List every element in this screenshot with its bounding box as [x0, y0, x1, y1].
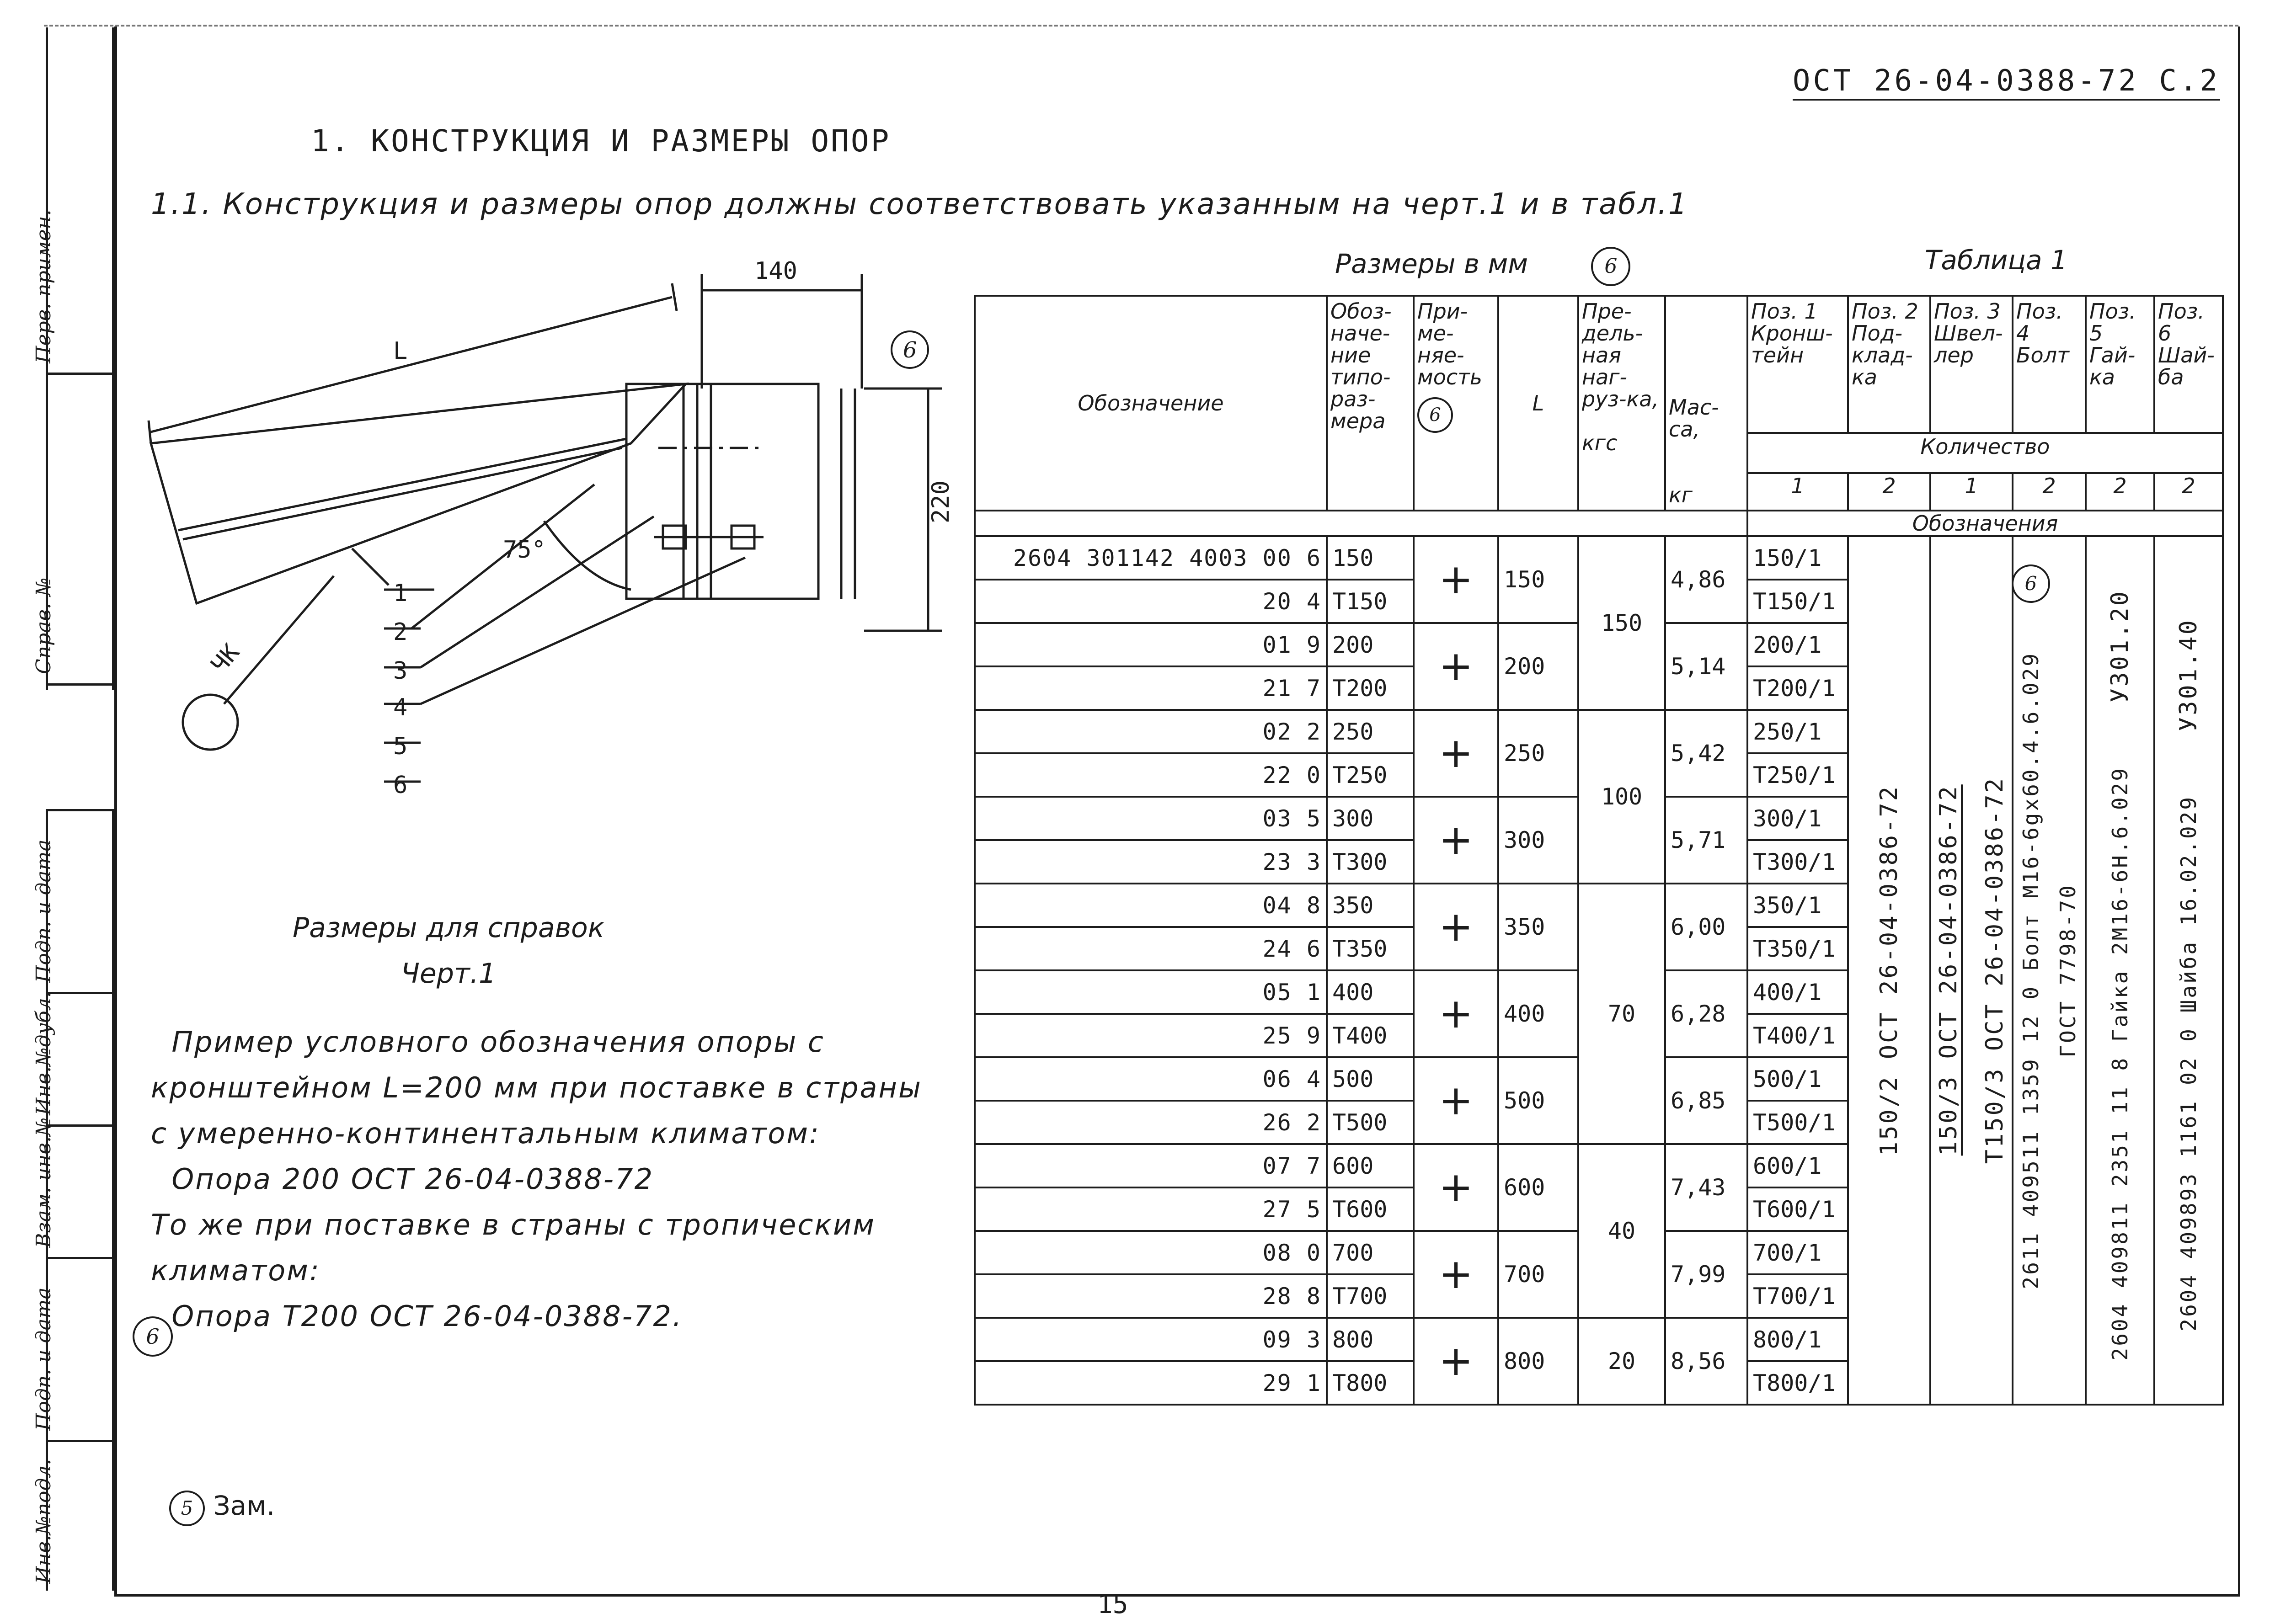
cell-pos5: [2086, 536, 2154, 1405]
revision-mark: 6: [1591, 247, 1630, 286]
side-cell: [32, 1117, 112, 1259]
pos3-text: 150/3 ОСТ 26-04-0386-72: [1934, 784, 1962, 1156]
cell-L: 800: [1498, 1318, 1578, 1405]
cell-applicability: +: [1414, 797, 1498, 884]
header-designations: Обозначения: [1747, 511, 2223, 536]
header-quantity: Количество: [1747, 433, 2223, 473]
cell-applicability: +: [1414, 970, 1498, 1057]
cell-designation: 07 7: [975, 1144, 1327, 1187]
weld-symbol: [183, 695, 238, 750]
table-title: Таблица 1: [1925, 245, 2067, 276]
callout-leader: [352, 548, 389, 585]
example-line: кронштейном L=200 мм при поставке в страны: [151, 1071, 922, 1104]
cell-pos2: [1848, 536, 1930, 1405]
cell-pos1: 250/1: [1747, 710, 1848, 753]
dim-label-top: 140: [754, 257, 797, 285]
table-header-row: [975, 296, 2223, 433]
cell-designation: 29 1: [975, 1361, 1327, 1405]
cell-pos1: 200/1: [1747, 623, 1848, 666]
callout-label: 2: [393, 618, 408, 646]
pos4-text: 2611 409511 1359 12 0 Болт М16-6gх60.4.6.029: [2018, 651, 2043, 1289]
cell-type-size: 200: [1327, 623, 1414, 666]
side-cell: [32, 27, 112, 375]
cell-applicability: +: [1414, 536, 1498, 623]
cell-mass: 7,99: [1665, 1231, 1747, 1318]
header-designation: Обозначение: [975, 296, 1327, 511]
example-line: с умеренно-континентальным климатом:: [151, 1117, 820, 1150]
cell-pos1: 350/1: [1747, 884, 1848, 927]
bracket-edge: [183, 448, 622, 539]
cell-designation: 25 9: [975, 1014, 1327, 1057]
side-cell: [32, 991, 112, 1127]
cell-pos1: Т400/1: [1747, 1014, 1848, 1057]
header-type-size: Обоз-наче-ние типо-раз-мера: [1327, 296, 1414, 511]
side-stamp-lower: [32, 809, 114, 1591]
example-line: Опора Т200 ОСТ 26-04-0388-72.: [151, 1299, 683, 1333]
cell-type-size: 600: [1327, 1144, 1414, 1187]
clause-text: 1.1. Конструкция и размеры опор должны соответствовать указанным на черт.1 и в табл.1: [151, 187, 1688, 221]
example-line: Опора 200 ОСТ 26-04-0388-72: [151, 1162, 654, 1196]
support-drawing: [137, 256, 1006, 814]
cell-type-size: 700: [1327, 1231, 1414, 1274]
cell-pos1: 700/1: [1747, 1231, 1848, 1274]
pos5-code: У301.20: [2106, 589, 2134, 703]
cell-designation: 26 2: [975, 1101, 1327, 1144]
side-label: Взам. инв.№: [32, 1117, 55, 1248]
cell-type-size: Т800: [1327, 1361, 1414, 1405]
cell-designation: 01 9: [975, 623, 1327, 666]
cell-mass: 5,42: [1665, 710, 1747, 797]
cell-type-size: 300: [1327, 797, 1414, 840]
header-L: L: [1498, 296, 1578, 511]
cell-type-size: Т300: [1327, 840, 1414, 884]
cell-applicability: +: [1414, 1144, 1498, 1231]
angle-label: 75°: [503, 536, 546, 564]
cell-designation: 05 1: [975, 970, 1327, 1014]
cell-mass: 4,86: [1665, 536, 1747, 623]
side-cell: [32, 1442, 112, 1593]
cell-pos1: Т150/1: [1747, 580, 1848, 623]
header-qty: 2: [2013, 473, 2086, 511]
cell-max-load: 100: [1578, 710, 1665, 884]
cell-max-load: 40: [1578, 1144, 1665, 1318]
callout-leader: [421, 558, 745, 704]
change-note-text: Зам.: [213, 1490, 275, 1521]
cell-designation: 20 4: [975, 580, 1327, 623]
weld-label: ЧК: [206, 639, 246, 679]
revision-mark: 6: [133, 1316, 173, 1357]
header-pos2: Поз. 2 Под-клад-ка: [1848, 296, 1930, 433]
header-pos3: Поз. 3 Швел-лер: [1930, 296, 2013, 433]
cell-pos1: 600/1: [1747, 1144, 1848, 1187]
cell-type-size: Т200: [1327, 666, 1414, 710]
cell-designation: 02 2: [975, 710, 1327, 753]
page-number: 15: [1097, 1590, 1128, 1619]
cell-designation: 04 8: [975, 884, 1327, 927]
dimension-ext: [149, 421, 151, 443]
cell-applicability: +: [1414, 1231, 1498, 1318]
cell-designation: 21 7: [975, 666, 1327, 710]
revision-mark: 5: [169, 1491, 205, 1526]
cell-L: 700: [1498, 1231, 1578, 1318]
pos6-code: У301.40: [2175, 618, 2202, 732]
cell-pos1: Т800/1: [1747, 1361, 1848, 1405]
callout-label: 1: [393, 580, 408, 607]
section-title: 1. КОНСТРУКЦИЯ И РАЗМЕРЫ ОПОР: [311, 123, 891, 159]
side-cell: [32, 1259, 112, 1442]
header-pos4: Поз. 4 Болт: [2013, 296, 2086, 433]
cell-type-size: Т150: [1327, 580, 1414, 623]
cell-pos1: 500/1: [1747, 1057, 1848, 1101]
side-label: Перв. примен.: [32, 209, 55, 363]
header-mass: Мас-са, кг: [1665, 296, 1747, 511]
side-stamp-upper: [32, 27, 114, 690]
cell-type-size: Т600: [1327, 1187, 1414, 1231]
cell-type-size: 150: [1327, 536, 1414, 580]
side-label: Инв.№подл.: [32, 1459, 55, 1584]
side-label: Подп. и дата: [32, 839, 55, 983]
header-max-load: Пре-дель-ная наг-руз-ка, кгс: [1578, 296, 1665, 511]
cell-L: 350: [1498, 884, 1578, 970]
cell-type-size: 350: [1327, 884, 1414, 927]
example-line: То же при поставке в страны с тропическим: [151, 1208, 876, 1241]
pos4-text: ГОСТ 7798-70: [2055, 883, 2080, 1058]
cell-mass: 7,43: [1665, 1144, 1747, 1231]
pos3-text: Т150/3 ОСТ 26-04-0386-72: [1981, 777, 2008, 1164]
cell-pos1: Т600/1: [1747, 1187, 1848, 1231]
cell-pos1: Т700/1: [1747, 1274, 1848, 1318]
cell-pos1: 150/1: [1747, 536, 1848, 580]
cell-designation: 28 8: [975, 1274, 1327, 1318]
cell-pos6: [2154, 536, 2223, 1405]
cell-pos1: 800/1: [1747, 1318, 1848, 1361]
cell-applicability: +: [1414, 623, 1498, 710]
revision-mark: 6: [1417, 397, 1453, 433]
cell-max-load: 70: [1578, 884, 1665, 1144]
document-code: ОСТ 26-04-0388-72 С.2: [1793, 64, 2220, 101]
header-qty: 1: [1930, 473, 2013, 511]
callout-label: 6: [393, 772, 408, 799]
side-label: Подп. и дата: [32, 1287, 55, 1431]
cell-applicability: +: [1414, 1318, 1498, 1405]
designation-example: [151, 1019, 974, 1339]
cell-pos1: Т500/1: [1747, 1101, 1848, 1144]
cell-designation: 23 3: [975, 840, 1327, 884]
table-body: [975, 536, 2223, 1405]
callout-label: 4: [393, 694, 408, 721]
cell-pos1: 400/1: [1747, 970, 1848, 1014]
cell-type-size: 800: [1327, 1318, 1414, 1361]
cell-type-size: 500: [1327, 1057, 1414, 1101]
cell-L: 500: [1498, 1057, 1578, 1144]
cell-max-load: 150: [1578, 536, 1665, 710]
bracket-body: [151, 384, 686, 603]
cell-mass: 6,85: [1665, 1057, 1747, 1144]
cell-applicability: +: [1414, 710, 1498, 797]
cell-applicability: +: [1414, 1057, 1498, 1144]
side-cell: [32, 375, 112, 686]
cell-type-size: Т700: [1327, 1274, 1414, 1318]
caption-line: Черт.1: [401, 958, 497, 990]
dim-label-L: L: [393, 337, 408, 365]
cell-mass: 5,71: [1665, 797, 1747, 884]
example-line: климатом:: [151, 1254, 320, 1287]
cell-max-load: 20: [1578, 1318, 1665, 1405]
cell-designation: 09 3: [975, 1318, 1327, 1361]
cell-pos1: Т350/1: [1747, 927, 1848, 970]
cell-designation: 06 4: [975, 1057, 1327, 1101]
header-qty: 2: [2086, 473, 2154, 511]
cell-L: 300: [1498, 797, 1578, 884]
cell-pos1: Т200/1: [1747, 666, 1848, 710]
pos5-text: 2604 409811 2351 11 8 Гайка 2М16-6Н.6.029: [2108, 766, 2132, 1361]
cell-designation: 08 0: [975, 1231, 1327, 1274]
header-qty: 1: [1747, 473, 1848, 511]
cell-designation: 24 6: [975, 927, 1327, 970]
header-pos1: Поз. 1 Кронш-тейн: [1747, 296, 1848, 433]
callout-label: 5: [393, 733, 408, 760]
dim-label-side: 220: [927, 480, 955, 523]
revision-mark: 6: [2012, 564, 2050, 603]
cell-mass: 6,28: [1665, 970, 1747, 1057]
pos2-text: 150/2 ОСТ 26-04-0386-72: [1875, 784, 1903, 1156]
cell-L: 200: [1498, 623, 1578, 710]
dimension-line: [151, 297, 672, 432]
cell-mass: 5,14: [1665, 623, 1747, 710]
callout-label: 3: [393, 657, 408, 685]
header-pos6: Поз. 6 Шай-ба: [2154, 296, 2223, 433]
cell-type-size: Т400: [1327, 1014, 1414, 1057]
dimension-ext: [672, 283, 677, 311]
pos6-text: 2604 409893 1161 02 0 Шайба 16.02.029: [2176, 795, 2201, 1331]
header-qty: 2: [1848, 473, 1930, 511]
cell-designation: 03 5: [975, 797, 1327, 840]
cell-pos4: [2013, 536, 2086, 1405]
cell-mass: 6,00: [1665, 884, 1747, 970]
cell-pos1: Т250/1: [1747, 753, 1848, 797]
change-note: [169, 1490, 275, 1526]
header-applicability: При-ме-няе-мость 6: [1414, 296, 1498, 511]
table-units: Размеры в мм 6: [1335, 247, 1630, 286]
cell-type-size: Т500: [1327, 1101, 1414, 1144]
cell-L: 150: [1498, 536, 1578, 623]
cell-designation: 27 5: [975, 1187, 1327, 1231]
cell-type-size: 250: [1327, 710, 1414, 753]
cell-applicability: +: [1414, 884, 1498, 970]
cell-L: 400: [1498, 970, 1578, 1057]
header-pos5: Поз. 5 Гай-ка: [2086, 296, 2154, 433]
cell-pos1: 300/1: [1747, 797, 1848, 840]
cell-L: 250: [1498, 710, 1578, 797]
side-cell: [32, 811, 112, 994]
cell-mass: 8,56: [1665, 1318, 1747, 1405]
table-header-row: [975, 511, 2223, 536]
header-blank: [975, 511, 1747, 536]
side-label: Инв.№дубл.: [32, 991, 55, 1115]
cell-pos1: Т300/1: [1747, 840, 1848, 884]
revision-mark: 6: [903, 337, 917, 363]
side-label: Справ. №: [32, 577, 55, 674]
cell-type-size: Т350: [1327, 927, 1414, 970]
bracket-edge: [178, 439, 626, 530]
cell-type-size: 400: [1327, 970, 1414, 1014]
cell-L: 600: [1498, 1144, 1578, 1231]
spec-table: [974, 295, 2224, 1406]
cell-designation: 2604 301142 4003 00 6: [975, 536, 1327, 580]
weld-leader: [224, 576, 334, 704]
cell-designation: 22 0: [975, 753, 1327, 797]
caption-line: Размеры для справок: [293, 912, 604, 944]
cell-pos3: [1930, 536, 2013, 1405]
header-qty: 2: [2154, 473, 2223, 511]
drawing-caption: [293, 905, 604, 996]
cell-type-size: Т250: [1327, 753, 1414, 797]
example-line: Пример условного обозначения опоры с: [151, 1025, 825, 1059]
